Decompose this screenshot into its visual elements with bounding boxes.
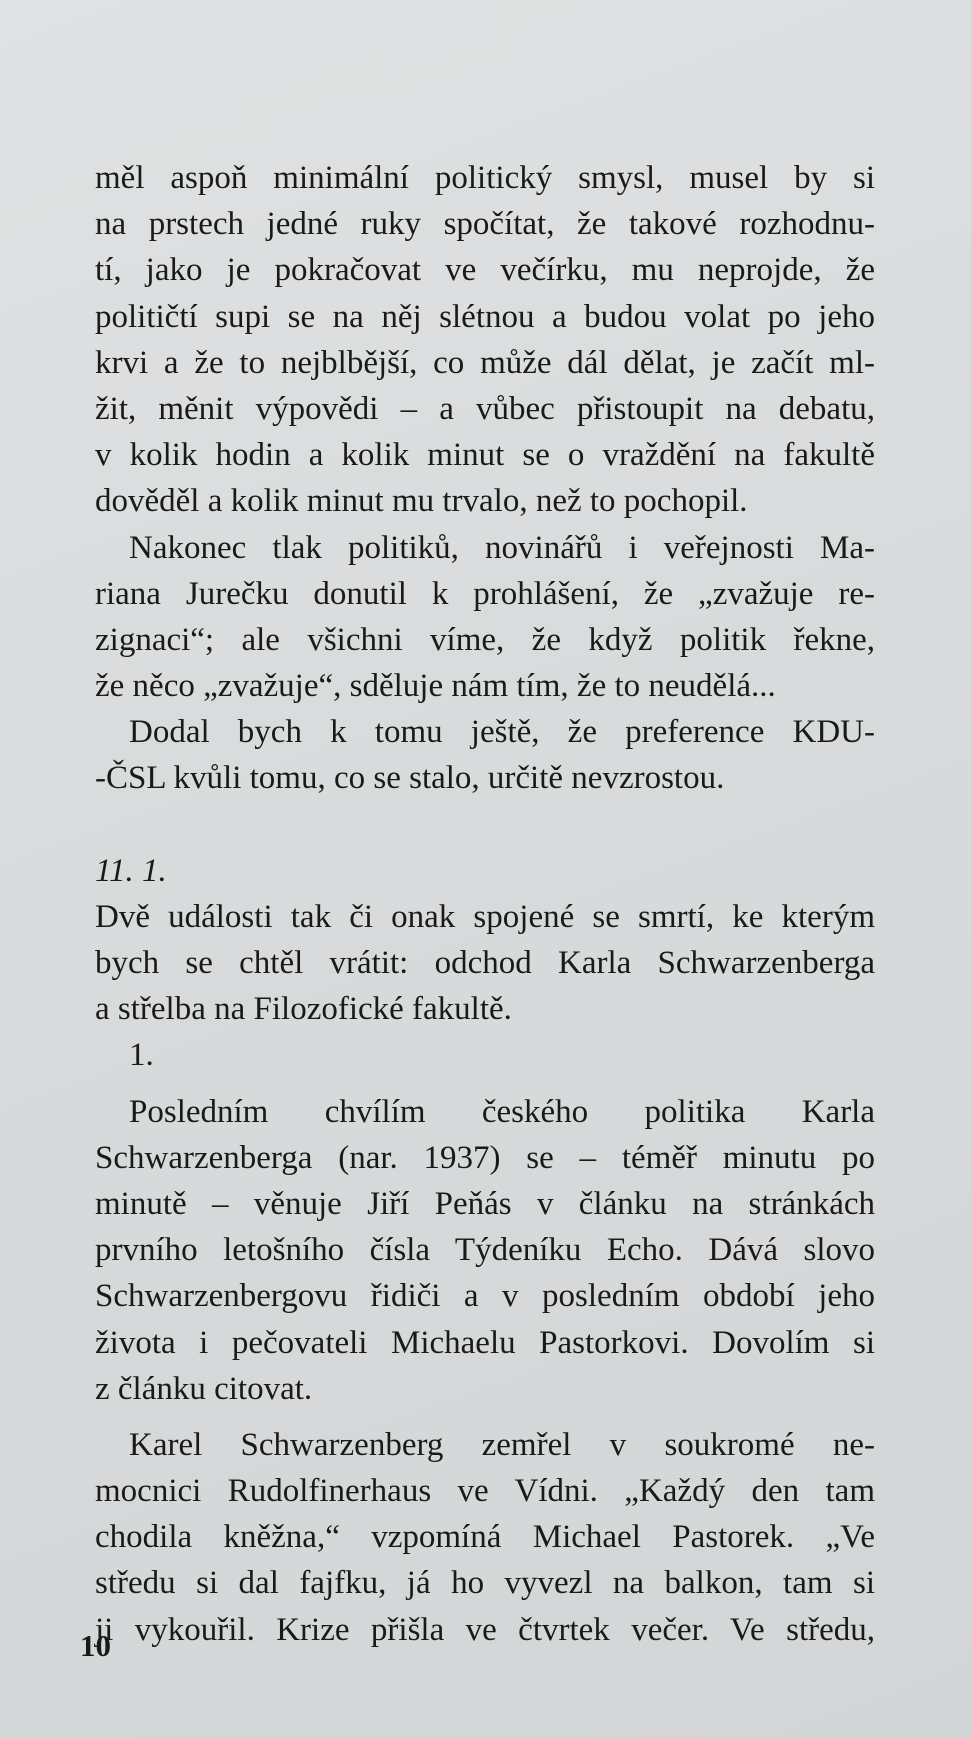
text-line: bych se chtěl vrátit: odchod Karla Schwarzenberga [95,945,875,981]
text-line: z článku citovat. [95,1370,313,1407]
text-line: měl aspoň minimální politický smysl, musel by si [95,160,875,196]
text-line: prvního letošního čísla Týdeníku Echo. Dává slovo [95,1232,875,1269]
paragraph-3 [95,709,875,801]
spacer [95,1412,875,1422]
text-line: mocnici Rudolfinerhaus ve Vídni. „Každý den tam [95,1473,875,1510]
text-line: Posledním chvílím českého politika Karla [129,1093,875,1130]
text-line: Nakonec tlak politiků, novinářů i veřejnosti Ma- [129,529,875,566]
item-number: 1. [129,1037,154,1074]
text-line: že něco „zvažuje“, sděluje nám tím, že to neudělá... [95,668,776,705]
text-line: života i pečovateli Michaelu Pastorkovi. Dovolím si [95,1324,875,1361]
text-line: dověděl a kolik minut mu trvalo, než to pochopil. [95,483,748,520]
text-line: chodila kněžna,“ vzpomíná Michael Pastorek. „Ve [95,1519,875,1556]
text-line: tí, jako je pokračovat ve večírku, mu neprojde, že [95,252,875,289]
text-line: a střelba na Filozofické fakultě. [95,991,512,1028]
text-line: na prstech jedné ruky spočítat, že takové rozhodnu- [95,206,875,243]
paragraph-5 [95,1422,875,1653]
text-line: Dvě události tak či onak spojené se smrtí, ke kterým [95,898,875,935]
paragraph-2 [95,525,875,710]
text-line: středu si dal fajfku, já ho vyvezl na balkon, tam si [95,1565,875,1602]
text-line: riana Jurečku donutil k prohlášení, že „zvažuje re- [95,575,875,612]
paragraph-1 [95,155,875,525]
body-text [95,155,875,1653]
text-line: Dodal bych k tomu ještě, že preference KDU- [129,714,875,751]
text-line: zignaci“; ale všichni víme, že když politik řekne, [95,621,875,658]
text-line: krvi a že to nejblbější, co může dál dělat, je začít ml- [95,344,875,381]
text-line: minutě – věnuje Jiří Peňás v článku na stránkách [95,1185,875,1222]
text-line: Schwarzenbergovu řidiči a v posledním období jeho [95,1278,875,1315]
text-line: v kolik hodin a kolik minut se o vraždění na fakultě [95,437,875,474]
section-spacer [95,802,875,848]
text-line: Schwarzenberga (nar. 1937) se – téměř minutu po [95,1139,875,1176]
paragraph-4 [95,1089,875,1412]
section-heading: 11. 1. [95,852,167,889]
page-number: 10 [80,1628,111,1663]
section-11-1 [95,848,875,1653]
spacer [95,1079,875,1089]
text-line: političtí supi se na něj slétnou a budou volat po jeho [95,298,875,335]
text-line: Karel Schwarzenberg zemřel v soukromé ne- [129,1426,875,1463]
text-line: žit, měnit výpovědi – a vůbec přistoupit na debatu, [95,390,875,427]
text-line: ji vykouřil. Krize přišla ve čtvrtek večer. Ve středu, [95,1611,875,1648]
text-line: -ČSL kvůli tomu, co se stalo, určitě nevzrostou. [95,760,725,797]
